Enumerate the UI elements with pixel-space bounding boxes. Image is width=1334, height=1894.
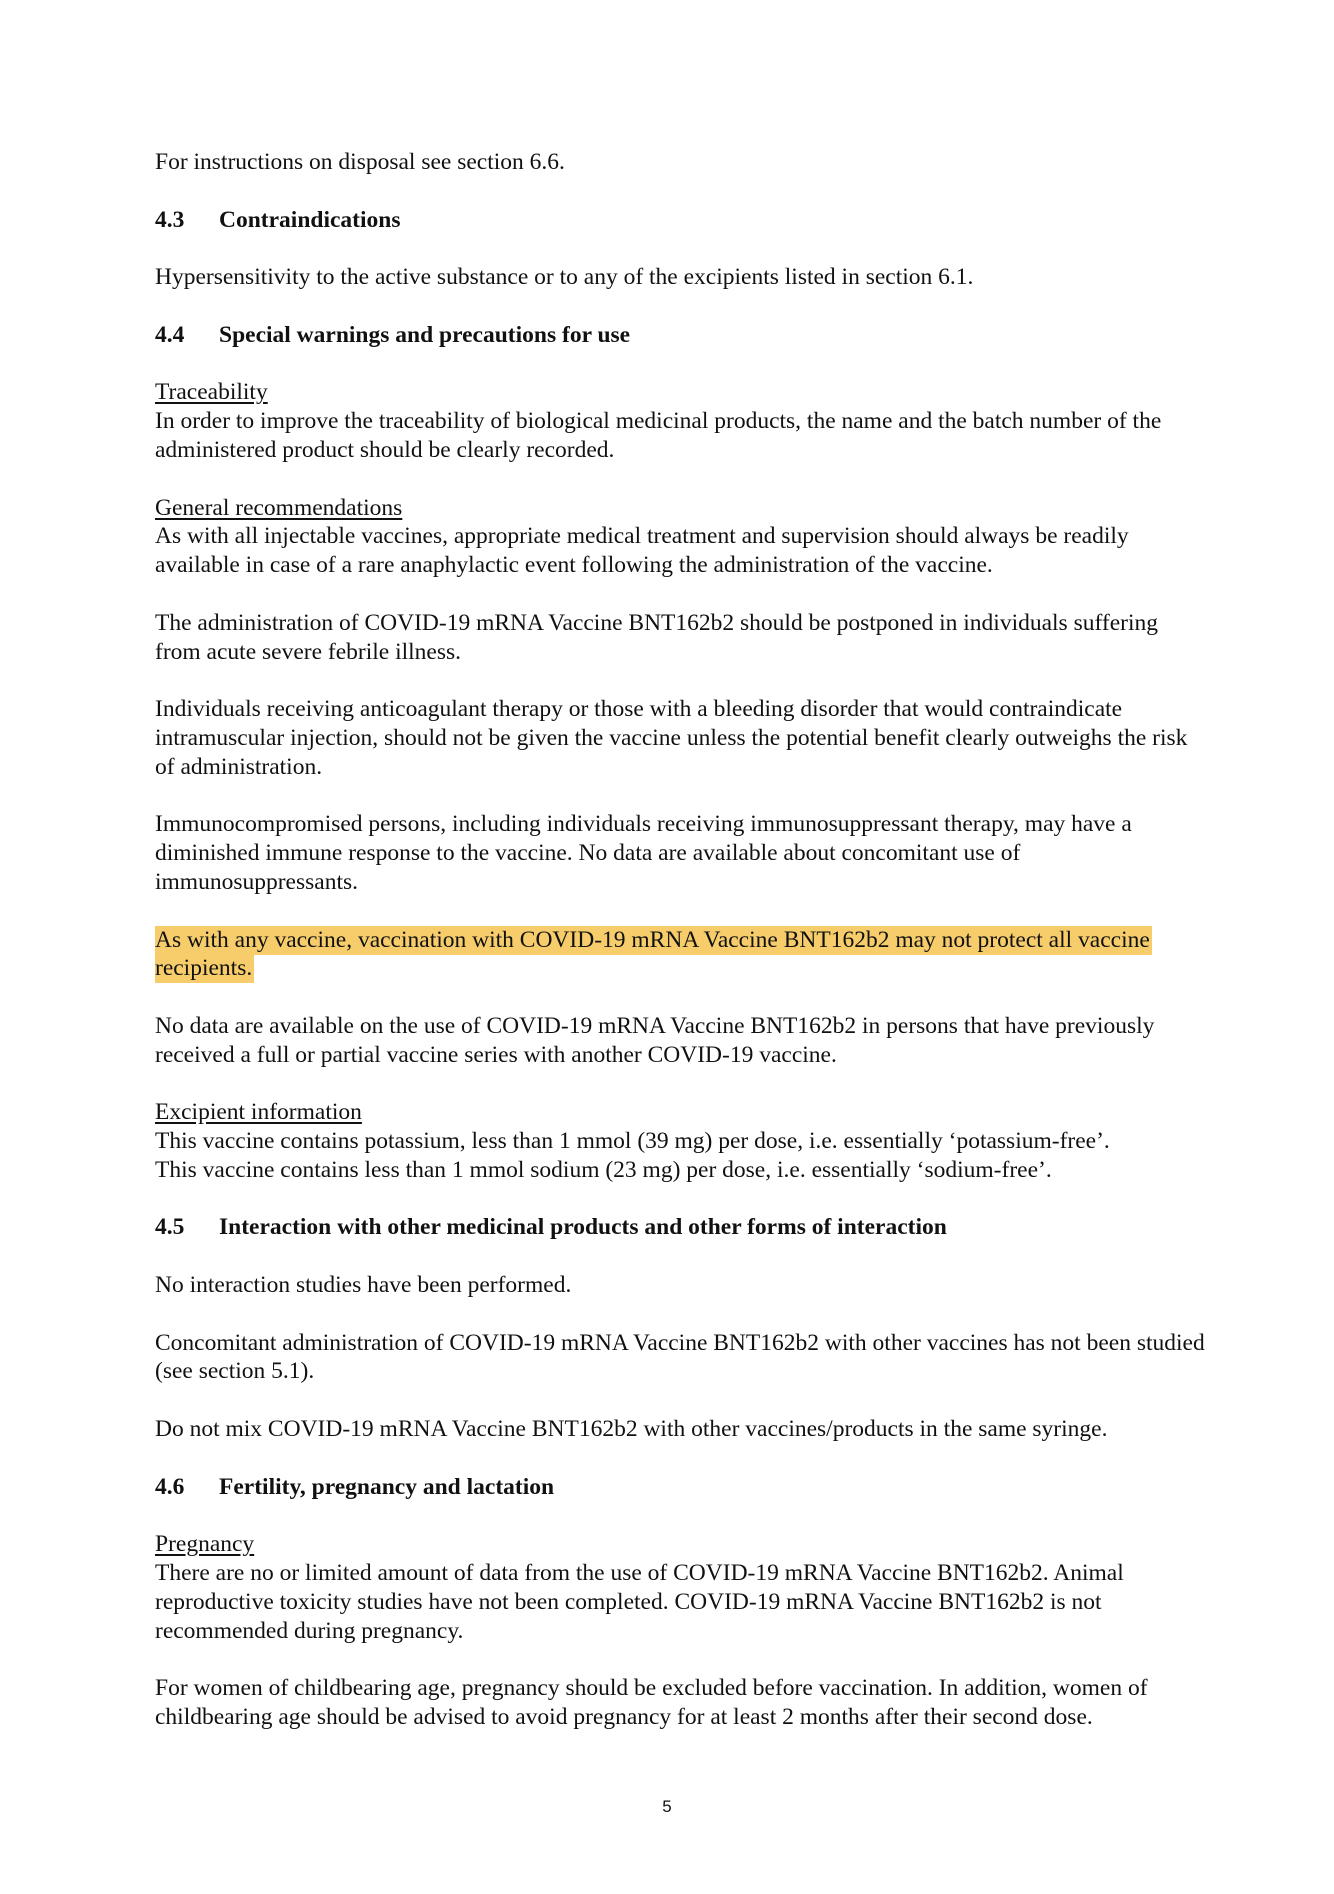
document-page bbox=[155, 148, 1205, 1761]
excipient-potassium-line: This vaccine contains potassium, less than 1 mmol (39 mg) per dose, i.e. essentially ‘potassium-free’. bbox=[155, 1128, 1110, 1155]
section-title: Fertility, pregnancy and lactation bbox=[219, 1473, 555, 1500]
section-number: 4.3 bbox=[155, 206, 185, 233]
section-number: 4.4 bbox=[155, 321, 185, 348]
section-title: Interaction with other medicinal products and other forms of interaction bbox=[219, 1214, 947, 1241]
excipient-subheading: Excipient information bbox=[155, 1099, 362, 1126]
traceability-subheading: Traceability bbox=[155, 379, 268, 406]
interaction-text-1: No interaction studies have been performed. bbox=[155, 1272, 572, 1299]
no-data-paragraph: No data are available on the use of COVID-19 mRNA Vaccine BNT162b2 in persons that have previously received a full or partial vaccine series with another COVID-19 vaccine. bbox=[155, 1012, 1155, 1068]
traceability-block bbox=[155, 378, 1205, 464]
pregnancy-subheading: Pregnancy bbox=[155, 1531, 255, 1558]
section-title: Special warnings and precautions for use bbox=[219, 321, 631, 348]
interaction-text-3: Do not mix COVID-19 mRNA Vaccine BNT162b2 with other vaccines/products in the same syringe. bbox=[155, 1416, 1108, 1443]
section-number: 4.6 bbox=[155, 1473, 185, 1500]
general-recommendations-text: As with all injectable vaccines, appropriate medical treatment and supervision should always be readily available in case of a rare anaphylactic event following the administration of the vaccine. bbox=[155, 523, 1129, 579]
immunocompromised-paragraph: Immunocompromised persons, including individuals receiving immunosuppressant therapy, may have a diminished immune response to the vaccine. No data are available about concomitant use of immunosuppressants. bbox=[155, 811, 1132, 895]
general-recommendations-subheading: General recommendations bbox=[155, 494, 403, 521]
traceability-text: In order to improve the traceability of biological medicinal products, the name and the batch number of the administered product should be clearly recorded. bbox=[155, 408, 1162, 463]
interaction-text-2: Concomitant administration of COVID-19 mRNA Vaccine BNT162b2 with other vaccines has not been studied (see section 5.1). bbox=[155, 1329, 1205, 1385]
section-number: 4.5 bbox=[155, 1214, 185, 1241]
highlighted-paragraph bbox=[155, 926, 1205, 984]
section-4-4-heading bbox=[155, 321, 1205, 350]
general-recommendations-block bbox=[155, 494, 1205, 580]
excipient-sodium-line: This vaccine contains less than 1 mmol sodium (23 mg) per dose, i.e. essentially ‘sodium-free’. bbox=[155, 1156, 1052, 1183]
section-title: Contraindications bbox=[219, 206, 401, 233]
section-4-5-heading bbox=[155, 1213, 1205, 1242]
text-highlight: As with any vaccine, vaccination with COVID-19 mRNA Vaccine BNT162b2 may not protect all vaccine recipients. bbox=[155, 926, 1150, 982]
postpone-paragraph: The administration of COVID-19 mRNA Vaccine BNT162b2 should be postponed in individuals suffering from acute severe febrile illness. bbox=[155, 609, 1158, 665]
anticoagulant-paragraph: Individuals receiving anticoagulant therapy or those with a bleeding disorder that would contraindicate intramuscular injection, should not be given the vaccine unless the potential benefit clearly outweighs the risk of administration. bbox=[155, 696, 1188, 780]
contraindications-text: Hypersensitivity to the active substance or to any of the excipients listed in section 6.1. bbox=[155, 264, 974, 291]
section-4-3-heading bbox=[155, 206, 1205, 235]
pregnancy-block bbox=[155, 1530, 1205, 1645]
pregnancy-text: There are no or limited amount of data from the use of COVID-19 mRNA Vaccine BNT162b2. Animal reproductive toxicity studies have not been completed. COVID-19 mRNA Vaccine BNT162b2 is not recommended during pregnancy. bbox=[155, 1560, 1124, 1644]
section-4-6-heading bbox=[155, 1473, 1205, 1502]
childbearing-paragraph: For women of childbearing age, pregnancy should be excluded before vaccination. In addition, women of childbearing age should be advised to avoid pregnancy for at least 2 months after their second dose. bbox=[155, 1675, 1148, 1731]
disposal-note: For instructions on disposal see section 6.6. bbox=[155, 149, 565, 175]
excipient-block bbox=[155, 1098, 1205, 1184]
page-number: 5 bbox=[662, 1797, 672, 1816]
